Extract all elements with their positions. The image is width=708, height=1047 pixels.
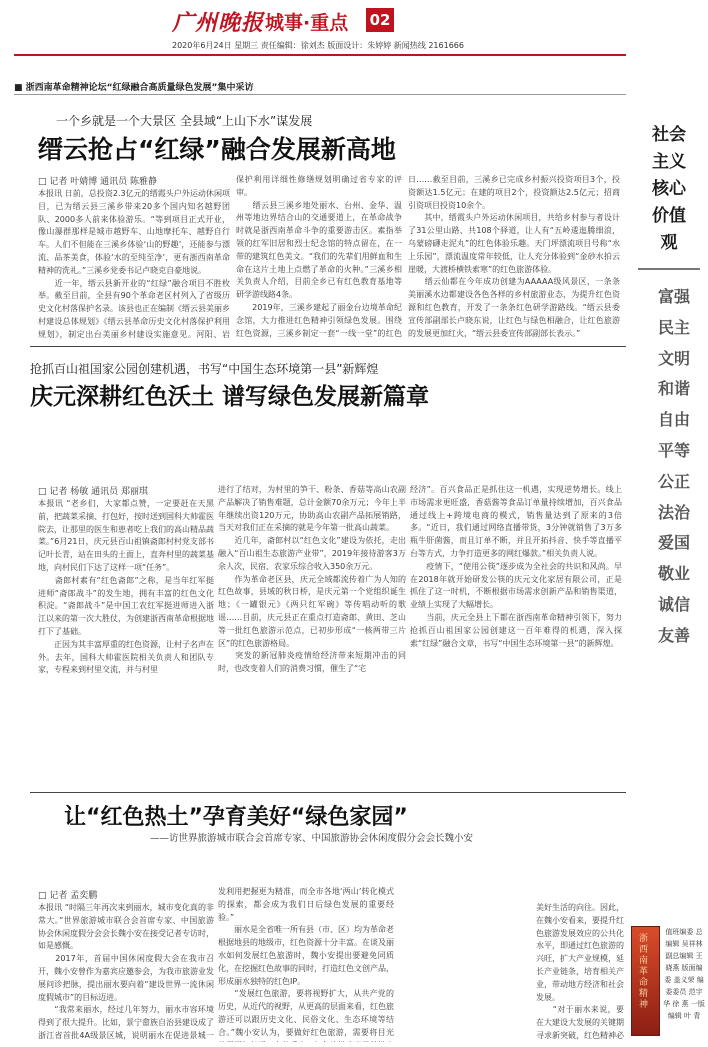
core-value-item: 爱国 — [657, 533, 690, 553]
core-value-item: 平等 — [657, 441, 690, 460]
article1-byline: □ 记者 叶婧博 通讯员 陈雅静 — [38, 177, 157, 187]
core-value-item: 友善 — [657, 625, 690, 645]
article1-kicker: 一个乡就是一个大景区 全县域“上山下水”谋发展 — [56, 114, 313, 128]
core-value-item: 公正 — [657, 471, 690, 491]
article2-column-2: 进行了结对，为村里的笋干、粉条、香菇等高山农副产品解决了销售难题，总计金额70余万元；今年上半年继续出资120万元，协助高山农副产品拓展销路，当天对我们正在采摘的就是今年第一批高山蔬菜。 近几年，斋郎村以“红色文化”建设为依托，走出融入“百山祖生态旅游产业带”，2019年接待游客3万余人次，民宿、农家乐综合收入350余万元。 作为革命老区县，庆元全域都流传着广为人知的红色故事，县域的秋日桥，是庆元第一个党组织诞生地；《一罐银元》《两只红军碗》等传唱动听的歌谣……目前，庆元县正在重点打造斋郎、黄田、芝山等一批红色旅游示范点，已初步形成“一核两带三片区”的红色旅游格局。 突发的新冠肺炎疫情给经济带来短期冲击的同时，也改变着人们的消费习惯，催生了“宅 — [218, 485, 406, 674]
article1-column-3: 日……截至目前，三溪乡已完成乡村振兴投资项目3个，投资额达1.5亿元；在建的项目2个，投资额达2.5亿元；招商引资项目投资10余个。 其中，缙霞头户外运动休闲项目，共给乡村参与者设计了31公里山路、共108个驿道，让人有“五岭逶迤腾细浪，乌蒙磅礴走泥丸”的红色体验乐趣。天门坪漂流项目号称“水上乐园”，漂流温度常年较低，让人充分体验到“金砂水拍云崖暖，大渡桥横铁索寒”的红色旅游体验。 缙云仙都在今年成功创建为AAAAA级风景区，一条条美丽溪水边都建设各色各样的乡村旅游业态，为提升红色资源和红色教育，开发了一条条红色研学游路线。“缙云县委宣传部副部长卢晓东说，让红色与绿色相融合，让红色旅游的发展更加红火，“缙云县委宣传部副部长表示。” — [408, 175, 620, 338]
core-value-item: 法治 — [657, 502, 690, 522]
article2-column-1: 本报讯 “老乡们，大家都点赞，一定要赶在天黑前，把蔬菜采摘、打包好，按时送到国科大帅霍医院去，让那里的医生和患者吃上我们的高山精品蔬菜。”6月21日，庆元县百山祖镇斋郎村村党支部书记叶长青，站在田头的土面上，直奔村里的蔬菜基地，向村民们下达了这样一项“任务”。 斋郎村素有“红色斋郎”之称，是当年红军挺进师“斋郎战斗”的发生地，拥有丰富的红色文化积淀。“斋郎战斗”是中国工农红军挺进师进入浙江以来的第一次大胜仗，为创建浙西南革命根据地打下了基础。 正因为其丰富厚重的红色资源，让村子名声在外。去年，国科大帅霍医院相关负责人和团队专家，专程来到村里交流，并与村里 — [38, 499, 214, 675]
core-value-item: 自由 — [657, 410, 690, 430]
core-value-item: 和谐 — [657, 379, 690, 399]
article3-headline: 让“红色热土”孕育美好“绿色家园” — [64, 805, 408, 830]
editorial-staff: 值班编委 总编辑 吴祥林 副总编辑 王晓燕 版面编委 盖义荣 编委委员 范宇华 徐 燕 一版编辑 叶 青 — [663, 928, 705, 1020]
article-separator-1 — [30, 346, 626, 347]
core-values-title: 社会主义核心价值观 — [652, 125, 686, 253]
article3-column-1: 本报讯 “时隔三年再次来到丽水，城市变化真的非常大。”世界旅游城市联合会首席专家、中国旅游协会休闲度假分会会长魏小安在接受记者专访时，如是感慨。 2017年，首届中国休闲度假大会在我市召开，魏小安曾作为嘉宾应邀参会，为我市旅游业发展问诊把脉，提出丽水要向着“建设世界一流休闲度假城市”的目标迈进。 “我常来丽水，经过几年努力，丽水市容环境得到了很大提升。比如，景宁畲族自治县建设成了浙江省首批4A级景区城，说明丽水在促进景城一 — [38, 903, 214, 1040]
core-value-item: 民主 — [657, 317, 690, 337]
art-caption: 浙西南革命精神 — [637, 933, 647, 1010]
article3-subtitle: ——访世界旅游城市联合会首席专家、中国旅游协会休闲度假分会会长魏小安 — [150, 833, 474, 844]
page-number-badge: 02 — [366, 8, 394, 32]
masthead-rule — [14, 54, 626, 56]
article3-byline: □ 记者 孟奕鹏 — [38, 891, 98, 901]
red-spirit-artwork — [631, 926, 660, 1036]
core-value-item: 敬业 — [657, 564, 690, 584]
article2-headline: 庆元深耕红色沃土 谱写绿色发展新篇章 — [30, 384, 430, 410]
core-value-item: 富强 — [657, 287, 690, 306]
article1-column-1: 本报讯 日前，总投资2.3亿元的缙霞头户外运动休闲项目，已为缙云县三溪乡带来20多个国内知名越野团队、2000多人前来体验游乐。“等到项目正式开业，像山瀑群那样是城市越野车、山地摩托车、越野自行车。人们不但能在三溪乡体验‘山的野趣’，还能参与漂流、品茶美食，体验‘水的至纯至净’，更有浙西南革命精神的洗礼。”三溪乡党委书记卢晓克自豪地说。 近一年，缙云县新开业的“红绿”融合项目不胜枚举。截至目前，全县有90个革命老区村列入了省级历史文化村落保护名录。该县也正在编制《缙云县美丽乡村建设总体规划》《缙云县革命历史文化村落保护利用规划》，制定出台美丽乡村建设实施意见。河阳、岩 — [38, 189, 230, 339]
article1-headline: 缙云抢占“红绿”融合发展新高地 — [38, 135, 396, 164]
article2-byline: □ 记者 杨敏 通讯员 郑丽琪 — [38, 487, 148, 497]
core-value-item: 文明 — [657, 348, 690, 368]
article2-column-3: 经济”。百兴食品正是抓住这一机遇，实现逆势增长。线上市场需求更旺盛，香菇酱等食品订单量持续增加，百兴食品通过线上+跨境电商的模式，销售量达到了原来的3倍多。“近日，我们通过网络直播带货，3分钟就销售了3万多瓶牛肝菌酱，而且订单不断，并且开拓抖音、快手等直播平台等方式，力争打造更多的网红爆款。”相关负责人说。 疫情下，“使用公筷”逐步成为全社会的共识和风尚。早在2018年就开始研发公筷的庆元文化家居有限公司，正是抓住了这一时机，不断根据市场需求创新产品和销售渠道，业绩上实现了大幅增长。 当前，庆元全县上下都在浙西南革命精神引领下，努力抢抓百山祖国家公园创建这一百年难得的机遇，深入探索“红绿”融合文章，书写“中国生态环境第一县”的新辉煌。 — [410, 485, 622, 648]
article2-kicker: 抢抓百山祖国家公园创建机遇，书写“中国生态环境第一县”新辉煌 — [30, 362, 379, 376]
article3-column-3: 美好生活的向往。因此，在魏小安看来，要提升红色旅游发展效应的公共化水平，即通过红色旅游的兴旺，扩大产业规模，延长产业链条，培育相关产业，带动地方经济和社会发展。 “对于丽水来说，要在大建设大发展的关键期寻求新突破，红色精神必 — [536, 903, 624, 1040]
core-values-rule — [638, 268, 700, 270]
article-separator-2 — [30, 792, 626, 793]
masthead — [0, 0, 708, 58]
series-banner: ■ 浙西南革命精神论坛“红绿融合高质量绿色发展”集中采访 — [14, 83, 254, 93]
core-value-item: 诚信 — [657, 595, 690, 614]
paper-name: 广州晚报 — [172, 10, 265, 36]
article1-column-2: 保护利用详细性修缮规划明确过省专家的评审。 缙云县三溪乡地处丽水、台州、金华、温州等地边界结合山的交通要道上，在革命战争时就是浙西南革命斗争的重要游击区。素指举领的红军旧居和烈士纪念馆的特点留在，在一带的建筑红色美文。“我们的先辈们用鲜血和生命在这片土地上点燃了革命的火种。”三溪乡相关负责人介绍，目前全乡已有红色教育基地等研学游线路4条。 2019年，三溪乡建起了丽金台边境革命纪念馆，大力推进红色精神引领绿色发展。围绕红色资源，三溪乡制定一套“一线一堂”的红色 — [236, 175, 402, 338]
issue-meta: 2020年6月24日 星期三 责任编辑：徐刘杰 版面设计：朱婷婷 新闻热线 2161666 — [172, 41, 464, 50]
banner-rule — [14, 94, 626, 95]
article3-column-2: 发利用把握更为精准，而全市各地‘两山’转化模式的探索，都会成为我们日后绿色发展的重要经验。” 丽水是全省唯一所有县（市、区）均为革命老根据地县的地级市，红色资源十分丰富。在谈及丽水如何发展红色旅游时，魏小安提出要避免同质化，在挖掘红色故事的同时，打造红色文创产品，形成丽水独特的红色IP。 “发展红色旅游，要将视野扩大，从共产党的历史，从近代的视野，从更高的层面来看，红色旅游还可以跟历史文化、民俗文化、生态环境等结合。”魏小安认为，要做好红色旅游，需要将目光 — [218, 887, 394, 1037]
section-name: 城事·重点 — [265, 12, 349, 34]
